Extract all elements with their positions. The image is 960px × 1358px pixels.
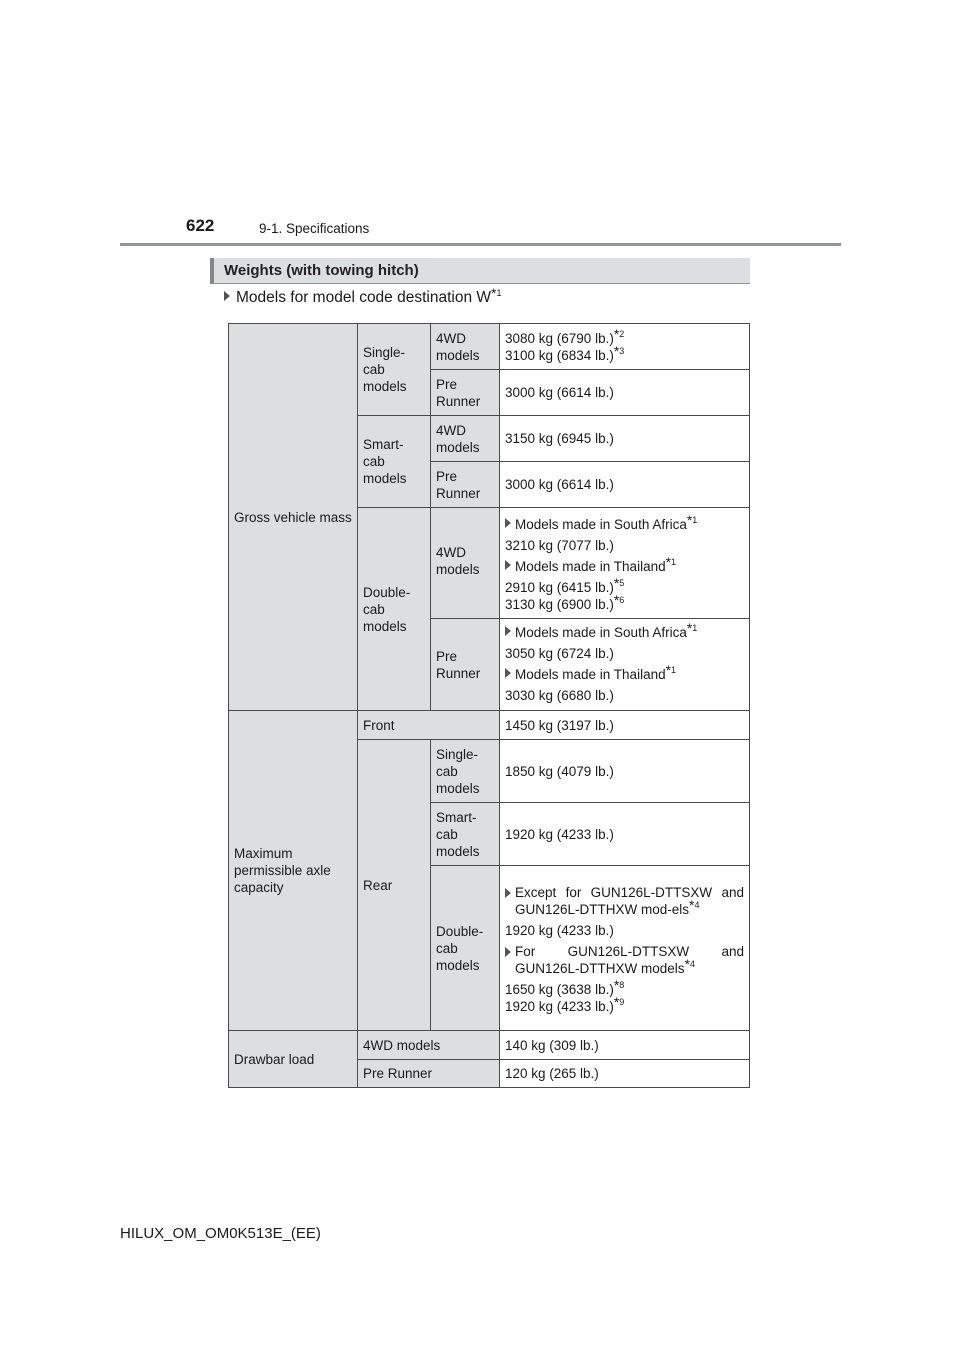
pre-runner-label: Pre Runner — [431, 619, 500, 711]
arrow-bullet-icon — [505, 518, 511, 528]
footnote-ref: *1 — [491, 285, 502, 301]
weights-table — [228, 323, 750, 1088]
axle-capacity-label: Maximum permissible axle capacity — [229, 711, 358, 1031]
arrow-bullet-icon — [224, 291, 230, 301]
front-axle-value: 1450 kg (3197 lb.) — [500, 711, 750, 740]
rear-single-cab-value: 1850 kg (4079 lb.) — [500, 740, 750, 803]
table-row — [229, 324, 750, 370]
page-number: 622 — [186, 216, 215, 235]
4wd-label: 4WD models — [431, 508, 500, 619]
double-cab-label: Double- cab models — [358, 508, 431, 711]
arrow-bullet-icon — [505, 560, 511, 570]
header-divider — [120, 243, 841, 246]
arrow-bullet-icon — [505, 668, 511, 678]
rear-double-cab-value: Except for GUN126L-DTTSXW and GUN126L-DTTHXW mod-els$^{*4}$ 1920 kg (4233 lb.) For GUN126L-DTTSXW and GUN126L-DTTHXW models$^{*4}$ 1650 kg (3638 lb.)$^{*8}$ 1920 kg (4233 lb.)$^{*9}$ — [500, 866, 750, 1031]
pre-runner-label: Pre Runner — [358, 1060, 500, 1088]
rear-label: Rear — [358, 740, 431, 1031]
4wd-models-label: 4WD models — [358, 1031, 500, 1060]
section-heading — [210, 258, 750, 284]
drawbar-pre-runner-value: 120 kg (265 lb.) — [500, 1060, 750, 1088]
table-row — [229, 711, 750, 740]
arrow-bullet-icon — [505, 888, 511, 898]
drawbar-4wd-value: 140 kg (309 lb.) — [500, 1031, 750, 1060]
single-cab-pre-runner-value: 3000 kg (6614 lb.) — [500, 370, 750, 416]
arrow-bullet-icon — [505, 626, 511, 636]
smart-cab-4wd-value: 3150 kg (6945 lb.) — [500, 416, 750, 462]
double-cab-4wd-value: Models made in South Africa$^{*1}$ 3210 kg (7077 lb.) Models made in Thailand$^{*1}$ 2910 kg (6415 lb.)$^{*5}$ 3130 kg (6900 lb.)$^{*6}$ — [500, 508, 750, 619]
subheading-text: Models for model code destination W — [236, 289, 492, 306]
front-label: Front — [358, 711, 500, 740]
smart-cab-label: Smart- cab models — [431, 803, 500, 866]
smart-cab-label: Smart- cab models — [358, 416, 431, 508]
destination-subheading — [224, 285, 502, 307]
gross-vehicle-mass-label: Gross vehicle mass — [229, 324, 358, 711]
pre-runner-label: Pre Runner — [431, 370, 500, 416]
single-cab-label: Single- cab models — [431, 740, 500, 803]
drawbar-load-label: Drawbar load — [229, 1031, 358, 1088]
section-title: Weights (with towing hitch) — [224, 262, 419, 279]
rear-smart-cab-value: 1920 kg (4233 lb.) — [500, 803, 750, 866]
table-row — [229, 1031, 750, 1060]
4wd-label: 4WD models — [431, 324, 500, 370]
4wd-label: 4WD models — [431, 416, 500, 462]
smart-cab-pre-runner-value: 3000 kg (6614 lb.) — [500, 462, 750, 508]
chapter-title: 9-1. Specifications — [259, 221, 370, 236]
arrow-bullet-icon — [505, 947, 511, 957]
pre-runner-label: Pre Runner — [431, 462, 500, 508]
double-cab-label: Double- cab models — [431, 866, 500, 1031]
double-cab-pre-runner-value: Models made in South Africa$^{*1}$ 3050 kg (6724 lb.) Models made in Thailand$^{*1}$ 3030 kg (6680 lb.) — [500, 619, 750, 711]
section-heading-bar — [210, 258, 214, 284]
single-cab-4wd-value: 3080 kg (6790 lb.)$^{*2}$ 3100 kg (6834 lb.)$^{*3}$ — [500, 324, 750, 370]
document-footer: HILUX_OM_OM0K513E_(EE) — [120, 1225, 321, 1242]
single-cab-label: Single- cab models — [358, 324, 431, 416]
